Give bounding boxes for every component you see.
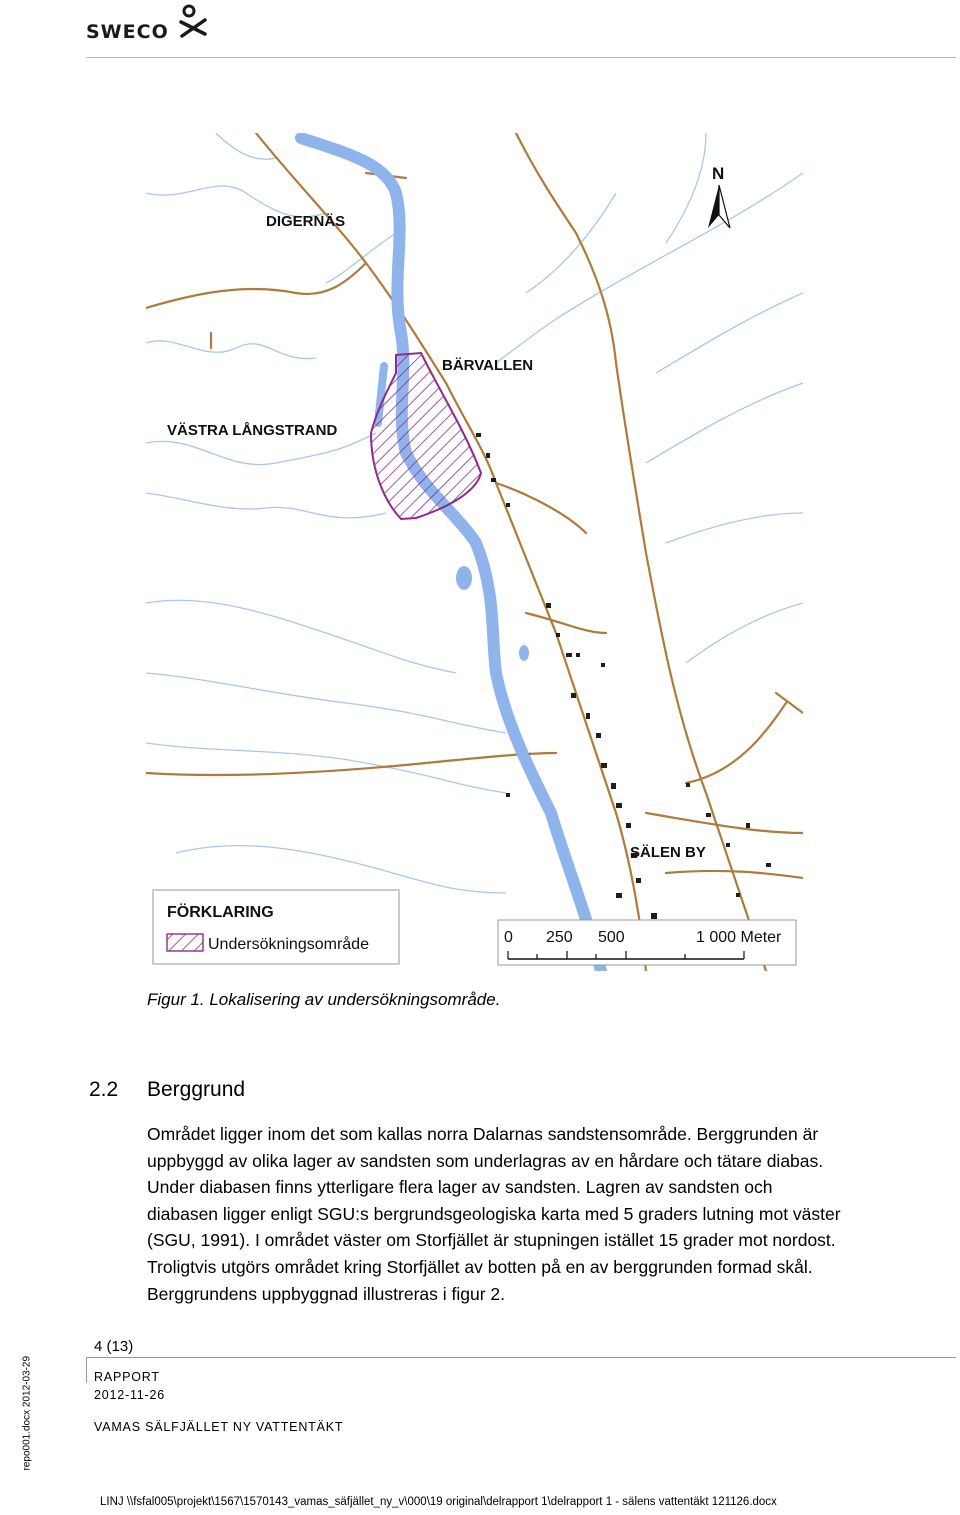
header-rule [86,57,956,58]
logo-text: SWECO [86,21,169,43]
body-line: Under diabasen finns ytterligare flera lager av sandsten. Lagren av sandsten och [147,1177,773,1198]
north-label: N [712,164,725,183]
body-line: Berggrundens uppbyggnad illustreras i figur 2. [147,1283,505,1304]
buildings [476,433,771,919]
sweco-logo [86,4,216,44]
footer-date: 2012-11-26 [94,1388,166,1402]
footer-doc-type: RAPPORT [94,1370,160,1384]
streams [146,133,803,893]
sweco-figure-icon [178,4,208,40]
body-paragraph [147,1121,959,1307]
section-title: Berggrund [147,1078,246,1101]
section-number: 2.2 [89,1078,119,1101]
river [301,138,601,971]
location-map [146,133,803,971]
body-line: diabasen ligger enligt SGU:s bergrundsgeologiska karta med 5 graders lutning mot väster [147,1203,841,1224]
scale-label-1000: 1 000 Meter [696,929,782,946]
place-label-barvallen: BÄRVALLEN [442,357,534,374]
page-number: 4 (13) [94,1338,134,1355]
place-label-salen-by: SÄLEN BY [630,844,706,861]
place-label-vastra-langstrand: VÄSTRA LÅNGSTRAND [167,422,338,439]
body-line: Området ligger inom det som kallas norra Dalarnas sandstensområde. Berggrunden är [147,1124,819,1144]
place-label-digernas: DIGERNÄS [266,213,346,230]
body-line: (SGU, 1991). I området väster om Storfjället är stupningen istället 15 grader mot nordost. [147,1230,836,1251]
legend-title: FÖRKLARING [167,904,274,921]
legend-hatch-swatch [167,934,203,951]
footer-rule [86,1357,956,1358]
footer-project: VAMAS SÄLFJÄLLET NY VATTENTÄKT [94,1420,344,1434]
legend-item-label: Undersökningsområde [208,936,369,953]
survey-area [371,353,481,519]
side-template-stamp: repo001.docx 2012-03-29 [21,1355,33,1471]
body-line: Troligtvis utgörs området kring Storfjället av botten på en av berggrunden formad skål. [147,1256,813,1277]
scale-label-500: 500 [598,929,625,946]
body-line: uppbyggd av olika lager av sandsten som underlagras av en hårdare och tätare diabas. [147,1150,824,1171]
footer-rule-tick [86,1357,87,1383]
north-arrow-icon [708,164,730,228]
scale-label-0: 0 [504,929,513,946]
scale-label-250: 250 [546,929,573,946]
figure-caption: Figur 1. Lokalisering av undersökningsområde. [147,990,501,1009]
footer-file-path: LINJ \\fsfal005\projekt\1567\1570143_vamas_säfjället_ny_v\000\19 original\delrapport 1\delrapport 1 - sälens vattentäkt 121126.docx [100,1496,777,1508]
scale-bar [498,920,796,965]
legend [153,890,399,964]
